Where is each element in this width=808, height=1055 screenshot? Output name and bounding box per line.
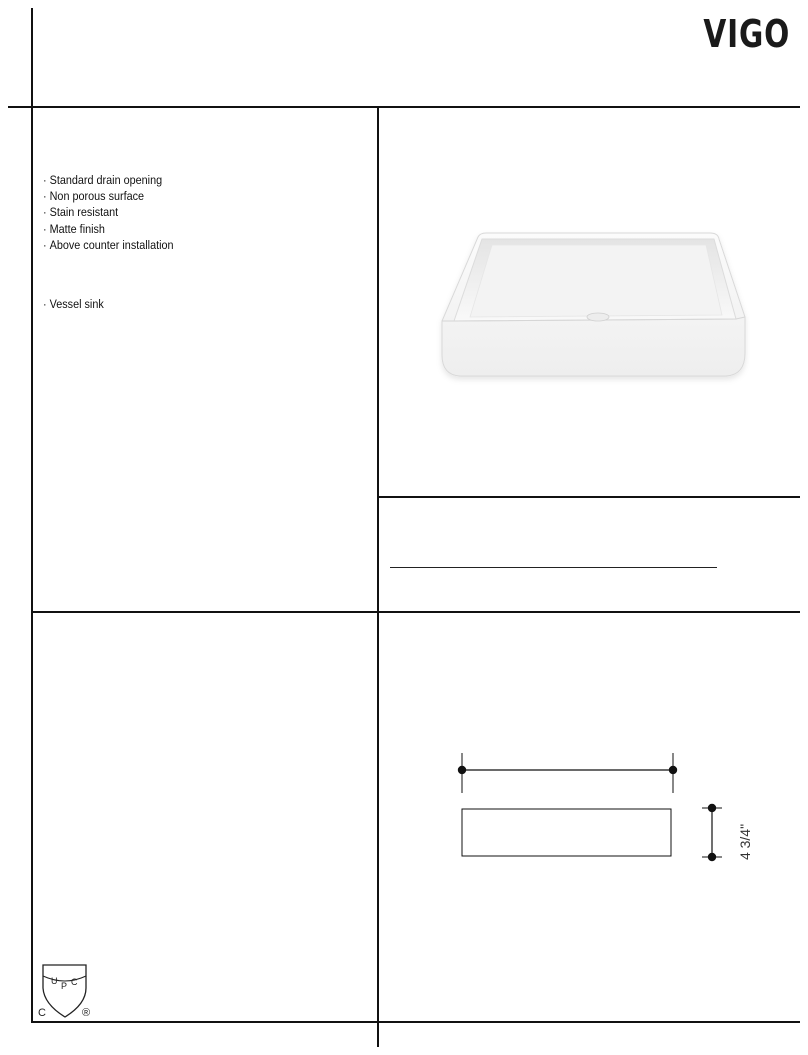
middle-rule — [31, 611, 800, 613]
right-mid-rule — [378, 496, 800, 498]
sink-side-profile — [462, 809, 671, 856]
left-margin-rule — [31, 8, 33, 1023]
feature-item: · Matte finish — [43, 221, 174, 237]
feature-item: · Standard drain opening — [43, 172, 174, 188]
center-column-rule — [377, 107, 379, 1047]
sink-type-list — [43, 296, 104, 312]
feature-item: · Non porous surface — [43, 188, 174, 204]
height-endpoint-top — [708, 804, 716, 812]
sink-illustration — [430, 225, 750, 385]
logo-text: VIGO — [703, 12, 790, 56]
footer-rule — [31, 1021, 800, 1023]
width-endpoint-left — [458, 766, 466, 774]
height-endpoint-bottom — [708, 853, 716, 861]
header-rule — [8, 106, 800, 108]
width-endpoint-right — [669, 766, 677, 774]
upc-letter-c: C — [71, 977, 78, 987]
height-dimension-label-box — [730, 820, 760, 864]
feature-item: · Stain resistant — [43, 204, 174, 220]
feature-list — [43, 172, 174, 253]
cert-left-letter: C — [38, 1007, 46, 1019]
upc-letter-u: U — [51, 976, 58, 986]
underline-field — [390, 567, 717, 568]
vigo-logo — [703, 12, 790, 56]
dimension-drawing — [440, 745, 730, 875]
height-dimension-label: 4 3/4" — [737, 823, 753, 861]
feature-item: · Above counter installation — [43, 237, 174, 253]
sink-type-item: · Vessel sink — [43, 296, 104, 312]
registered-symbol: ® — [82, 1007, 91, 1019]
upc-certification-icon — [36, 962, 98, 1020]
upc-letter-p: P — [61, 981, 68, 991]
